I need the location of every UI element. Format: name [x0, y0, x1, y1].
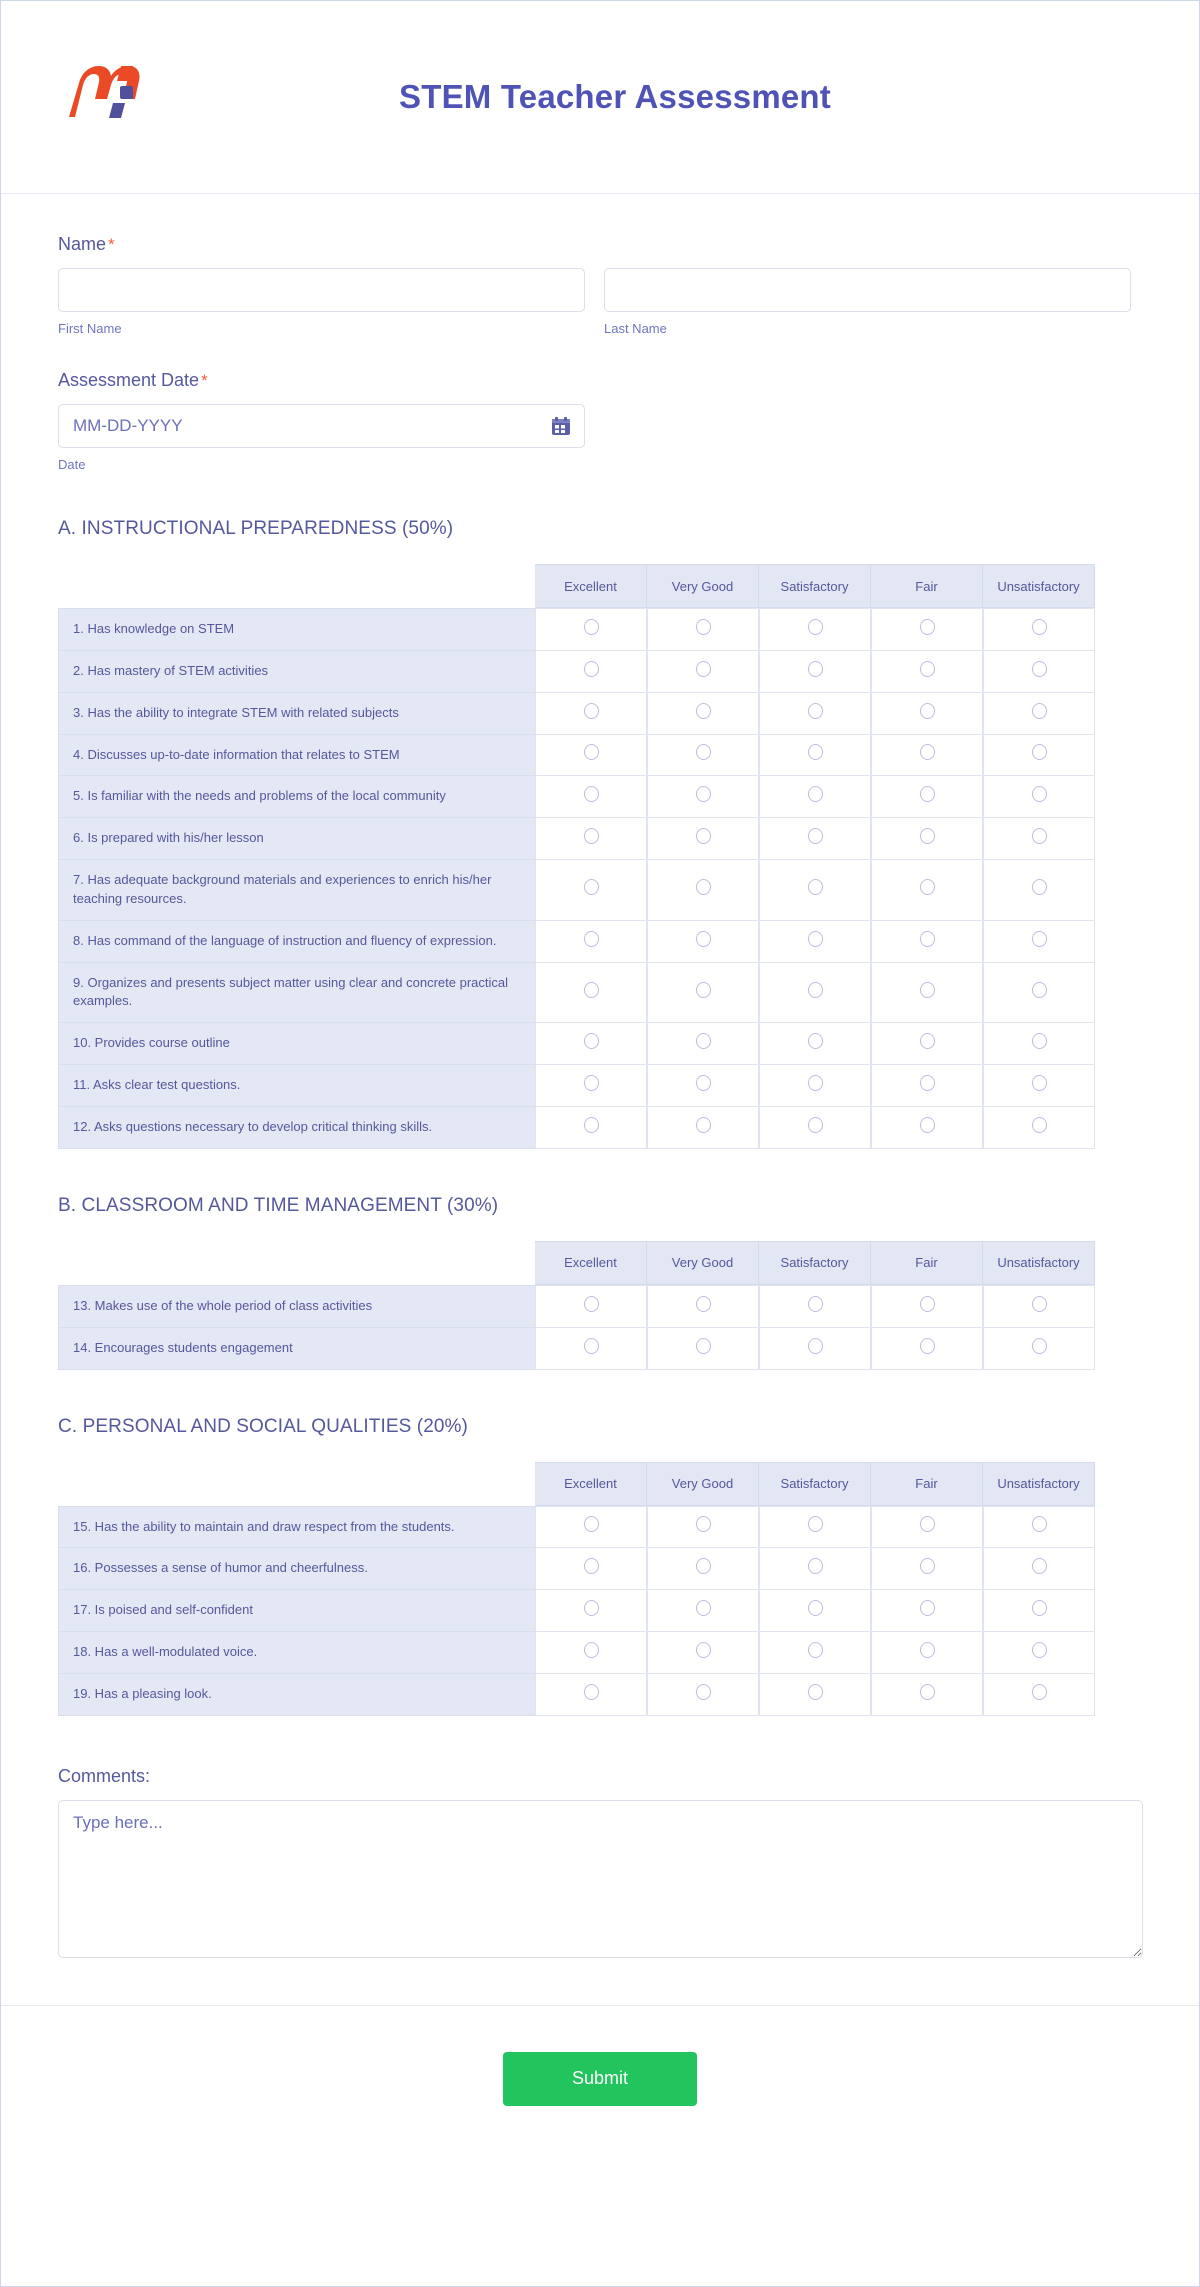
- row-label: 3. Has the ability to integrate STEM with related subjects: [58, 692, 535, 734]
- radio-cell-fair[interactable]: [871, 1106, 983, 1149]
- table-row: [58, 1327, 1095, 1370]
- table-row: [58, 1547, 1095, 1589]
- radio-cell-fair[interactable]: [871, 1506, 983, 1548]
- column-header-excellent: Excellent: [535, 1462, 647, 1506]
- radio-button[interactable]: [920, 744, 935, 760]
- page-title: STEM Teacher Assessment: [399, 78, 831, 115]
- table-row: [58, 962, 1095, 1023]
- submit-button[interactable]: Submit: [503, 2052, 697, 2106]
- table-row: [58, 1285, 1095, 1327]
- radio-cell-excellent[interactable]: [535, 1547, 647, 1589]
- radio-button[interactable]: [808, 1338, 823, 1354]
- radio-button[interactable]: [920, 931, 935, 947]
- rating-matrix: [58, 1462, 1095, 1716]
- last-name-input[interactable]: [604, 268, 1131, 312]
- radio-cell-fair[interactable]: [871, 734, 983, 776]
- radio-button[interactable]: [584, 1033, 599, 1049]
- row-label: 18. Has a well-modulated voice.: [58, 1631, 535, 1673]
- row-label: 7. Has adequate background materials and experiences to enrich his/her teaching resources.: [58, 859, 535, 920]
- radio-button[interactable]: [584, 1684, 599, 1700]
- matrix-corner-cell: [58, 1241, 535, 1285]
- radio-button[interactable]: [808, 931, 823, 947]
- radio-cell-very-good[interactable]: [647, 1285, 759, 1327]
- matrix-header-row: [58, 1462, 1095, 1506]
- row-label: 15. Has the ability to maintain and draw respect from the students.: [58, 1506, 535, 1548]
- column-header-satisfactory: Satisfactory: [759, 564, 871, 608]
- radio-cell-unsatisfactory[interactable]: [983, 859, 1095, 920]
- radio-cell-fair[interactable]: [871, 817, 983, 859]
- table-row: [58, 692, 1095, 734]
- radio-cell-excellent[interactable]: [535, 1589, 647, 1631]
- radio-button[interactable]: [696, 1296, 711, 1312]
- radio-button[interactable]: [808, 744, 823, 760]
- radio-button[interactable]: [696, 1338, 711, 1354]
- radio-cell-excellent[interactable]: [535, 1506, 647, 1548]
- row-label: 13. Makes use of the whole period of class activities: [58, 1285, 535, 1327]
- name-field-block: [58, 234, 1142, 336]
- rating-matrix: [58, 564, 1095, 1149]
- radio-button[interactable]: [808, 879, 823, 895]
- radio-button[interactable]: [1032, 1684, 1047, 1700]
- radio-button[interactable]: [920, 1117, 935, 1133]
- matrix-header-row: [58, 1241, 1095, 1285]
- radio-cell-very-good[interactable]: [647, 1547, 759, 1589]
- radio-button[interactable]: [584, 1075, 599, 1091]
- radio-cell-unsatisfactory[interactable]: [983, 962, 1095, 1023]
- radio-button[interactable]: [696, 744, 711, 760]
- radio-button[interactable]: [808, 1516, 823, 1532]
- table-row: [58, 817, 1095, 859]
- radio-button[interactable]: [1032, 744, 1047, 760]
- row-label: 4. Discusses up-to-date information that relates to STEM: [58, 734, 535, 776]
- radio-cell-fair[interactable]: [871, 1547, 983, 1589]
- radio-button[interactable]: [1032, 1075, 1047, 1091]
- radio-cell-satisfactory[interactable]: [759, 962, 871, 1023]
- radio-button[interactable]: [808, 619, 823, 635]
- column-header-fair: Fair: [871, 1241, 983, 1285]
- radio-cell-unsatisfactory[interactable]: [983, 1589, 1095, 1631]
- radio-cell-unsatisfactory[interactable]: [983, 692, 1095, 734]
- radio-button[interactable]: [584, 1642, 599, 1658]
- radio-button[interactable]: [808, 1117, 823, 1133]
- form-header: [1, 1, 1199, 194]
- radio-button[interactable]: [808, 661, 823, 677]
- radio-button[interactable]: [920, 1033, 935, 1049]
- radio-button[interactable]: [696, 1516, 711, 1532]
- table-row: [58, 1022, 1095, 1064]
- table-row: [58, 775, 1095, 817]
- radio-button[interactable]: [696, 1684, 711, 1700]
- radio-cell-satisfactory[interactable]: [759, 734, 871, 776]
- m-logo-icon: [63, 63, 141, 119]
- radio-button[interactable]: [584, 1117, 599, 1133]
- column-header-fair: Fair: [871, 1462, 983, 1506]
- radio-cell-unsatisfactory[interactable]: [983, 650, 1095, 692]
- row-label: 9. Organizes and presents subject matter using clear and concrete practical examples.: [58, 962, 535, 1023]
- table-row: [58, 1631, 1095, 1673]
- radio-cell-excellent[interactable]: [535, 859, 647, 920]
- radio-button[interactable]: [584, 1558, 599, 1574]
- radio-button[interactable]: [920, 619, 935, 635]
- radio-cell-very-good[interactable]: [647, 1589, 759, 1631]
- radio-button[interactable]: [696, 1117, 711, 1133]
- table-row: [58, 920, 1095, 962]
- radio-button[interactable]: [584, 1600, 599, 1616]
- table-row: [58, 1064, 1095, 1106]
- column-header-very-good: Very Good: [647, 1241, 759, 1285]
- rating-section: [58, 518, 1142, 1149]
- radio-button[interactable]: [696, 828, 711, 844]
- radio-button[interactable]: [920, 661, 935, 677]
- rating-matrix: [58, 1241, 1095, 1370]
- radio-button[interactable]: [920, 703, 935, 719]
- radio-button[interactable]: [584, 1296, 599, 1312]
- radio-cell-fair[interactable]: [871, 1327, 983, 1370]
- row-label: 10. Provides course outline: [58, 1022, 535, 1064]
- radio-button[interactable]: [584, 661, 599, 677]
- radio-button[interactable]: [696, 786, 711, 802]
- matrix-corner-cell: [58, 564, 535, 608]
- radio-cell-fair[interactable]: [871, 859, 983, 920]
- radio-cell-satisfactory[interactable]: [759, 608, 871, 650]
- radio-button[interactable]: [584, 619, 599, 635]
- radio-button[interactable]: [696, 661, 711, 677]
- radio-button[interactable]: [1032, 1338, 1047, 1354]
- required-asterisk: *: [201, 371, 208, 390]
- matrix-corner-cell: [58, 1462, 535, 1506]
- row-label: 12. Asks questions necessary to develop critical thinking skills.: [58, 1106, 535, 1149]
- radio-cell-unsatisfactory[interactable]: [983, 1673, 1095, 1716]
- radio-button[interactable]: [1032, 786, 1047, 802]
- radio-cell-excellent[interactable]: [535, 1327, 647, 1370]
- radio-cell-excellent[interactable]: [535, 1285, 647, 1327]
- radio-button[interactable]: [584, 1516, 599, 1532]
- radio-cell-unsatisfactory[interactable]: [983, 1547, 1095, 1589]
- radio-button[interactable]: [1032, 828, 1047, 844]
- column-header-excellent: Excellent: [535, 1241, 647, 1285]
- radio-button[interactable]: [920, 828, 935, 844]
- radio-button[interactable]: [1032, 982, 1047, 998]
- radio-cell-satisfactory[interactable]: [759, 920, 871, 962]
- table-row: [58, 1106, 1095, 1149]
- assessment-date-input[interactable]: [58, 404, 585, 448]
- name-label: [58, 234, 1142, 255]
- radio-cell-unsatisfactory[interactable]: [983, 817, 1095, 859]
- row-label: 11. Asks clear test questions.: [58, 1064, 535, 1106]
- row-label: 2. Has mastery of STEM activities: [58, 650, 535, 692]
- radio-cell-very-good[interactable]: [647, 1631, 759, 1673]
- radio-button[interactable]: [1032, 1558, 1047, 1574]
- radio-button[interactable]: [1032, 1033, 1047, 1049]
- radio-cell-excellent[interactable]: [535, 1631, 647, 1673]
- radio-button[interactable]: [1032, 661, 1047, 677]
- radio-cell-fair[interactable]: [871, 608, 983, 650]
- radio-button[interactable]: [696, 1600, 711, 1616]
- comments-block: [58, 1766, 1142, 1963]
- radio-cell-unsatisfactory[interactable]: [983, 1022, 1095, 1064]
- row-label: 17. Is poised and self-confident: [58, 1589, 535, 1631]
- radio-button[interactable]: [1032, 1117, 1047, 1133]
- radio-cell-satisfactory[interactable]: [759, 1064, 871, 1106]
- column-header-unsatisfactory: Unsatisfactory: [983, 1241, 1095, 1285]
- radio-button[interactable]: [584, 744, 599, 760]
- table-row: [58, 859, 1095, 920]
- rating-section: [58, 1416, 1142, 1716]
- radio-cell-excellent[interactable]: [535, 817, 647, 859]
- radio-cell-excellent[interactable]: [535, 692, 647, 734]
- radio-cell-fair[interactable]: [871, 920, 983, 962]
- section-title: C. PERSONAL AND SOCIAL QUALITIES (20%): [58, 1415, 468, 1437]
- radio-button[interactable]: [696, 703, 711, 719]
- table-row: [58, 650, 1095, 692]
- radio-button[interactable]: [696, 879, 711, 895]
- radio-cell-satisfactory[interactable]: [759, 775, 871, 817]
- last-name-sublabel: Last Name: [604, 321, 667, 336]
- radio-button[interactable]: [584, 828, 599, 844]
- radio-button[interactable]: [1032, 931, 1047, 947]
- radio-button[interactable]: [696, 982, 711, 998]
- radio-button[interactable]: [584, 879, 599, 895]
- column-header-satisfactory: Satisfactory: [759, 1241, 871, 1285]
- radio-cell-very-good[interactable]: [647, 608, 759, 650]
- row-label: 1. Has knowledge on STEM: [58, 608, 535, 650]
- column-header-unsatisfactory: Unsatisfactory: [983, 564, 1095, 608]
- radio-button[interactable]: [696, 1642, 711, 1658]
- radio-cell-satisfactory[interactable]: [759, 1327, 871, 1370]
- radio-cell-fair[interactable]: [871, 775, 983, 817]
- column-header-very-good: Very Good: [647, 564, 759, 608]
- row-label: 8. Has command of the language of instruction and fluency of expression.: [58, 920, 535, 962]
- radio-cell-very-good[interactable]: [647, 1506, 759, 1548]
- radio-cell-excellent[interactable]: [535, 608, 647, 650]
- radio-button[interactable]: [584, 931, 599, 947]
- radio-cell-satisfactory[interactable]: [759, 1673, 871, 1716]
- radio-button[interactable]: [808, 828, 823, 844]
- radio-button[interactable]: [920, 1338, 935, 1354]
- radio-button[interactable]: [1032, 1642, 1047, 1658]
- radio-cell-excellent[interactable]: [535, 775, 647, 817]
- radio-button[interactable]: [920, 1516, 935, 1532]
- row-label: 5. Is familiar with the needs and problems of the local community: [58, 775, 535, 817]
- first-name-sublabel: First Name: [58, 321, 122, 336]
- radio-cell-unsatisfactory[interactable]: [983, 608, 1095, 650]
- radio-button[interactable]: [1032, 879, 1047, 895]
- radio-button[interactable]: [584, 1338, 599, 1354]
- column-header-excellent: Excellent: [535, 564, 647, 608]
- radio-button[interactable]: [808, 1296, 823, 1312]
- radio-cell-very-good[interactable]: [647, 817, 759, 859]
- radio-button[interactable]: [584, 703, 599, 719]
- radio-button[interactable]: [808, 1600, 823, 1616]
- radio-cell-fair[interactable]: [871, 1285, 983, 1327]
- radio-cell-very-good[interactable]: [647, 920, 759, 962]
- table-row: [58, 1673, 1095, 1716]
- radio-cell-unsatisfactory[interactable]: [983, 1631, 1095, 1673]
- radio-cell-satisfactory[interactable]: [759, 1022, 871, 1064]
- radio-cell-excellent[interactable]: [535, 1106, 647, 1149]
- radio-cell-unsatisfactory[interactable]: [983, 1106, 1095, 1149]
- radio-cell-unsatisfactory[interactable]: [983, 1506, 1095, 1548]
- radio-cell-excellent[interactable]: [535, 650, 647, 692]
- radio-cell-excellent[interactable]: [535, 962, 647, 1023]
- radio-cell-unsatisfactory[interactable]: [983, 775, 1095, 817]
- row-label: 6. Is prepared with his/her lesson: [58, 817, 535, 859]
- rating-section: [58, 1195, 1142, 1370]
- radio-cell-fair[interactable]: [871, 962, 983, 1023]
- column-header-fair: Fair: [871, 564, 983, 608]
- radio-button[interactable]: [920, 1296, 935, 1312]
- radio-button[interactable]: [1032, 703, 1047, 719]
- radio-cell-unsatisfactory[interactable]: [983, 920, 1095, 962]
- radio-cell-very-good[interactable]: [647, 1022, 759, 1064]
- radio-cell-excellent[interactable]: [535, 920, 647, 962]
- radio-cell-very-good[interactable]: [647, 650, 759, 692]
- radio-cell-fair[interactable]: [871, 1064, 983, 1106]
- radio-cell-very-good[interactable]: [647, 859, 759, 920]
- radio-cell-fair[interactable]: [871, 1022, 983, 1064]
- radio-button[interactable]: [696, 1075, 711, 1091]
- table-row: [58, 1589, 1095, 1631]
- radio-button[interactable]: [920, 1600, 935, 1616]
- comments-label: Comments:: [58, 1765, 151, 1786]
- radio-button[interactable]: [1032, 1296, 1047, 1312]
- row-label: 16. Possesses a sense of humor and cheerfulness.: [58, 1547, 535, 1589]
- radio-cell-very-good[interactable]: [647, 962, 759, 1023]
- radio-cell-excellent[interactable]: [535, 734, 647, 776]
- radio-cell-satisfactory[interactable]: [759, 859, 871, 920]
- radio-button[interactable]: [920, 1684, 935, 1700]
- radio-cell-very-good[interactable]: [647, 1327, 759, 1370]
- first-name-input[interactable]: [58, 268, 585, 312]
- name-label-text: Name: [58, 234, 107, 254]
- radio-button[interactable]: [808, 1075, 823, 1091]
- radio-cell-fair[interactable]: [871, 1631, 983, 1673]
- section-title: A. INSTRUCTIONAL PREPAREDNESS (50%): [58, 518, 454, 539]
- radio-button[interactable]: [808, 786, 823, 802]
- row-label: 19. Has a pleasing look.: [58, 1673, 535, 1716]
- radio-cell-satisfactory[interactable]: [759, 1506, 871, 1548]
- column-header-satisfactory: Satisfactory: [759, 1462, 871, 1506]
- radio-cell-satisfactory[interactable]: [759, 650, 871, 692]
- table-row: [58, 608, 1095, 650]
- assessment-date-label: [58, 370, 1142, 391]
- radio-button[interactable]: [808, 982, 823, 998]
- radio-button[interactable]: [808, 1033, 823, 1049]
- radio-cell-fair[interactable]: [871, 692, 983, 734]
- radio-button[interactable]: [1032, 1600, 1047, 1616]
- radio-cell-satisfactory[interactable]: [759, 692, 871, 734]
- assessment-date-label-text: Assessment Date: [58, 370, 200, 390]
- form-body: [1, 194, 1199, 1963]
- radio-cell-satisfactory[interactable]: [759, 1106, 871, 1149]
- radio-button[interactable]: [1032, 1516, 1047, 1532]
- radio-button[interactable]: [920, 879, 935, 895]
- radio-button[interactable]: [920, 982, 935, 998]
- table-row: [58, 1506, 1095, 1548]
- radio-cell-excellent[interactable]: [535, 1022, 647, 1064]
- radio-cell-unsatisfactory[interactable]: [983, 1064, 1095, 1106]
- radio-cell-fair[interactable]: [871, 1673, 983, 1716]
- radio-button[interactable]: [584, 786, 599, 802]
- radio-cell-fair[interactable]: [871, 1589, 983, 1631]
- radio-button[interactable]: [696, 1558, 711, 1574]
- radio-button[interactable]: [696, 1033, 711, 1049]
- radio-button[interactable]: [696, 931, 711, 947]
- radio-button[interactable]: [920, 1558, 935, 1574]
- radio-cell-satisfactory[interactable]: [759, 817, 871, 859]
- radio-button[interactable]: [920, 786, 935, 802]
- required-asterisk: *: [108, 235, 115, 254]
- radio-button[interactable]: [808, 1642, 823, 1658]
- radio-cell-very-good[interactable]: [647, 775, 759, 817]
- radio-cell-very-good[interactable]: [647, 1106, 759, 1149]
- radio-cell-very-good[interactable]: [647, 1064, 759, 1106]
- comments-textarea[interactable]: [58, 1800, 1143, 1958]
- column-header-very-good: Very Good: [647, 1462, 759, 1506]
- radio-cell-satisfactory[interactable]: [759, 1631, 871, 1673]
- radio-cell-satisfactory[interactable]: [759, 1547, 871, 1589]
- radio-button[interactable]: [1032, 619, 1047, 635]
- radio-cell-very-good[interactable]: [647, 692, 759, 734]
- radio-cell-excellent[interactable]: [535, 1064, 647, 1106]
- assessment-date-sublabel: Date: [58, 457, 86, 472]
- radio-button[interactable]: [808, 1558, 823, 1574]
- assessment-date-field-block: [58, 370, 1142, 472]
- radio-button[interactable]: [808, 1684, 823, 1700]
- radio-button[interactable]: [920, 1075, 935, 1091]
- table-row: [58, 734, 1095, 776]
- radio-cell-satisfactory[interactable]: [759, 1589, 871, 1631]
- radio-cell-very-good[interactable]: [647, 734, 759, 776]
- radio-cell-unsatisfactory[interactable]: [983, 734, 1095, 776]
- row-label: 14. Encourages students engagement: [58, 1327, 535, 1370]
- radio-cell-satisfactory[interactable]: [759, 1285, 871, 1327]
- radio-button[interactable]: [920, 1642, 935, 1658]
- section-title: B. CLASSROOM AND TIME MANAGEMENT (30%): [58, 1194, 499, 1216]
- form-footer: [1, 2005, 1199, 2164]
- radio-button[interactable]: [696, 619, 711, 635]
- radio-cell-unsatisfactory[interactable]: [983, 1285, 1095, 1327]
- matrix-header-row: [58, 564, 1095, 608]
- column-header-unsatisfactory: Unsatisfactory: [983, 1462, 1095, 1506]
- radio-cell-very-good[interactable]: [647, 1673, 759, 1716]
- radio-cell-unsatisfactory[interactable]: [983, 1327, 1095, 1370]
- radio-cell-fair[interactable]: [871, 650, 983, 692]
- calendar-icon[interactable]: [551, 416, 571, 436]
- radio-cell-excellent[interactable]: [535, 1673, 647, 1716]
- radio-button[interactable]: [584, 982, 599, 998]
- rating-sections: [58, 518, 1142, 1716]
- radio-button[interactable]: [808, 703, 823, 719]
